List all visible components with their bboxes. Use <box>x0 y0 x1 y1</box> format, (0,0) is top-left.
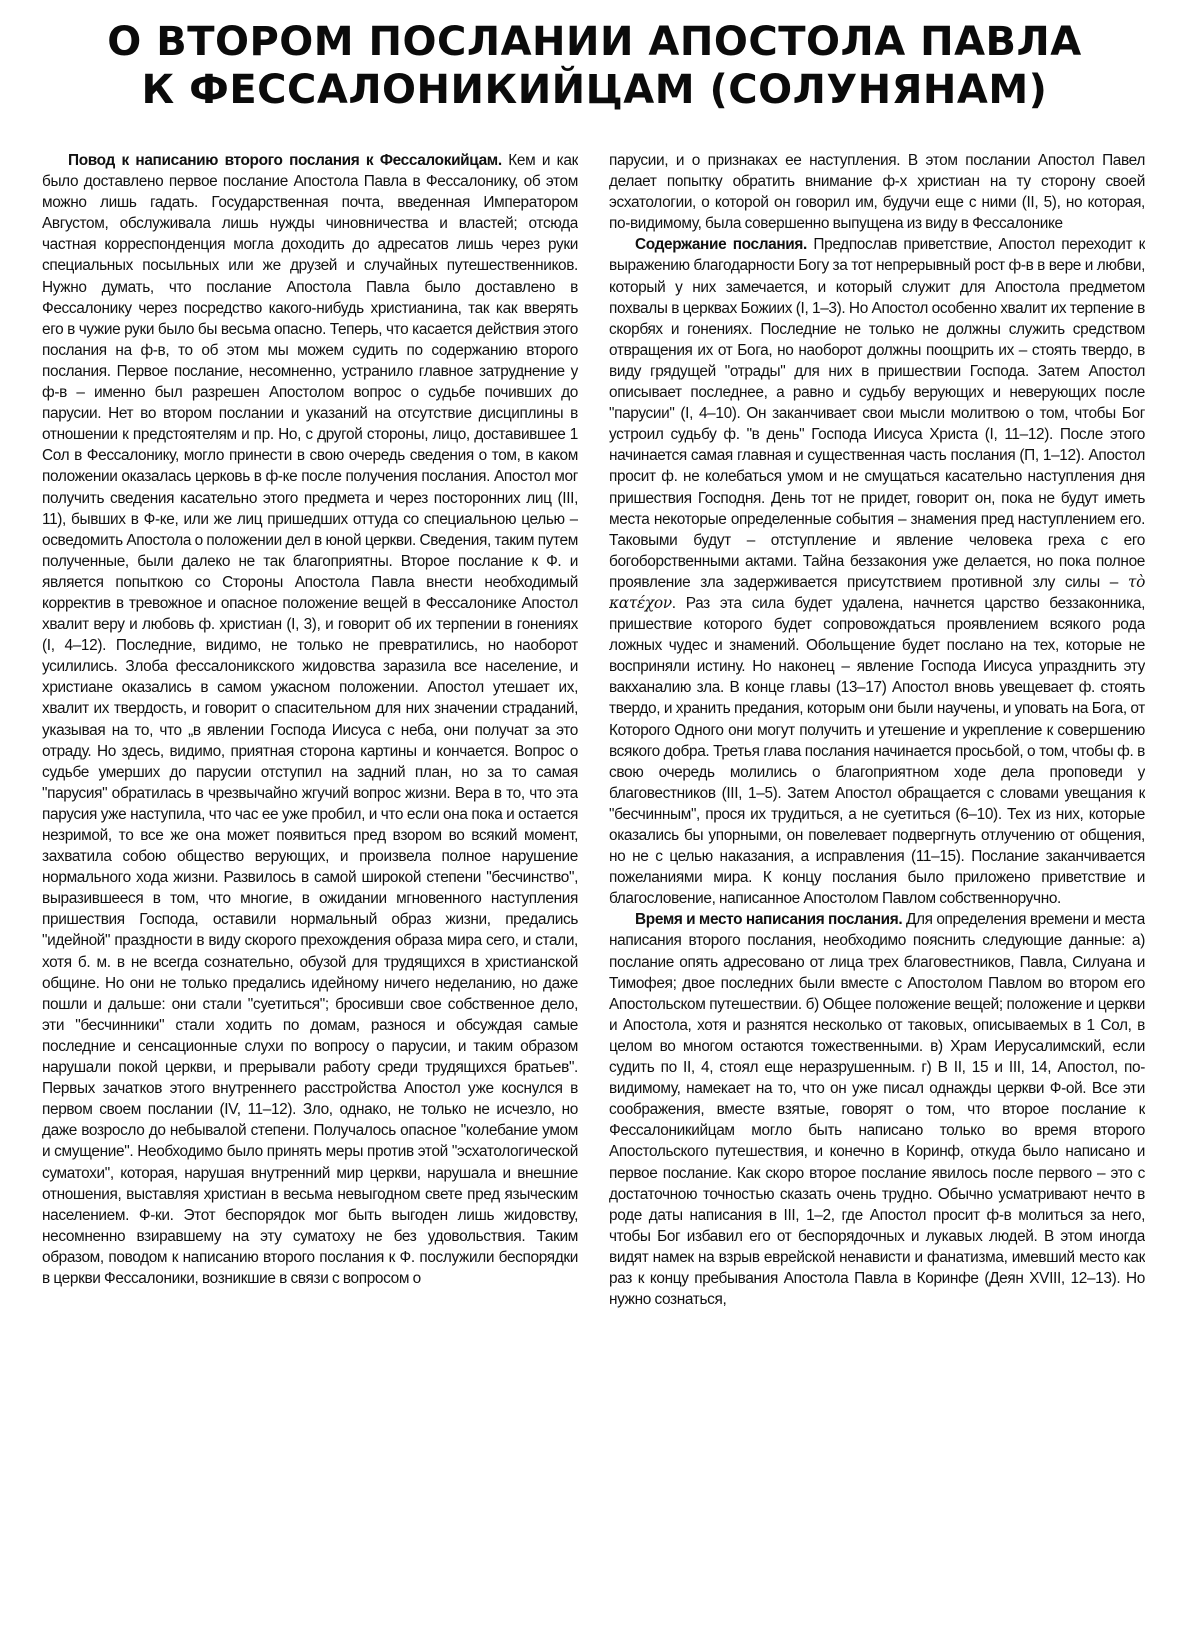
section-text-contents-b: . Раз эта сила будет удалена, начнется царство беззаконника, пришествие которого будет сопровождаться проявлением всякого рода ложных чудес и знамений. Обольщение будет послано на тех, которые не восприняли истину. Но наконец – явление Господа Иисуса упразднить эту вакханалию зла. В конце главы (13–17) Апостол вновь увещевает ф. стоять твердо, и хранить предания, которым они были научены, и уповать на Бога, от Которого Одного они могут получить и утешение и укрепление к совершению всякого добра. Третья глава послания начинается просьбой, о том, чтобы ф. в свою очередь молились о благоприятном ходе дела проповеди у благовестников (III, 1–5). Затем Апостол обращается с словами увещания к "бесчинным", прося их трудиться, а не суетиться (6–10). Тех из них, которые оказались бы упорными, он повелевает подвергнуть отлучению от общения, но не с целью наказания, а исправления (11–15). Послание заканчивается пожеланиями мира. К концу послания было приложено приветствие и благословение, написанное Апостолом Павлом собственноручно. <box>609 594 1145 908</box>
page-title <box>60 18 1129 114</box>
section-text-contents-a: Предпослав приветствие, Апостол переходит к выражению благодарности Богу за тот непрерывный рост ф-в в вере и любви, который у них замечается, и который служит для Апостола предметом похвалы в церквах Божиих (I, 1–3). Но Апостол особенно хвалит их терпение в скорбях и гонениях. Последние не только не должны служить средством отвращения их от Бога, но наоборот должны поощрить их – стоять твердо, в виду грядущей "отрады" для них в пришествии Господа. Затем Апостол описывает последнее, а равно и судьбу верующих и неверующих после "парусии" (I, 4–10). Он заканчивает свои мысли молитвою о том, чтобы Бог устроил судьбу ф. "в день" Господа Иисуса Христа (I, 11–12). После этого начинается самая главная и существенная часть послания (П, 1–12). Апостол просит ф. не колебаться умом и не смущаться касательно наступления дня пришествия Господня. День тот не придет, говорит он, пока не будут иметь места некоторые определенные события – знамения пред наступлением его. Таковыми будут – отступление и явление человека греха с его богоборственными актами. Тайна беззакония уже делается, но пока полное проявление зла задерживается присутствием противной злу силы – <box>609 236 1145 591</box>
paragraph-contents <box>609 234 1145 909</box>
page-title-line-2: К ФЕССАЛОНИКИЙЦАМ (СОЛУНЯНАМ) <box>141 67 1048 113</box>
section-heading-occasion: Повод к написанию второго послания к Фессалокийцам. <box>68 152 502 169</box>
paragraph-occasion <box>42 150 578 1289</box>
page-title-line-1: О ВТОРОМ ПОСЛАНИИ АПОСТОЛА ПАВЛА <box>107 19 1082 65</box>
paragraph-time-place <box>609 909 1145 1310</box>
paragraph-continuation: парусии, и о признаках ее наступления. В этом послании Апостол Павел делает попытку обратить внимание ф-х христиан на ту сторону своей эсхатологии, о которой он говорил им, будучи еще с ними (II, 5), но которая, по-видимому, была совершенно выпущена из виду в Фессалонике <box>609 152 1145 233</box>
greek-phrase: τὸ κατέχον <box>609 572 1145 612</box>
section-heading-contents: Содержание послания. <box>635 236 807 254</box>
right-column <box>609 150 1145 1490</box>
section-text-time-place: Для определения времени и места написания второго послания, необходимо пояснить следующие данные: а) послание опять адресовано от лица трех благовестников, Павла, Силуана и Тимофея; двое последних были вместе с Апостолом Павлом во втором его Апостольском путешествии. б) Общее положение вещей; положение и церкви и Апостола, хотя и разнятся несколько от таковых, описываемых в 1 Сол, в целом во многом остаются тожественными. в) Храм Иерусалимский, если судить по II, 4, стоял еще неразрушенным. г) В II, 15 и III, 14, Апостол, по-видимому, намекает на то, что он уже писал однажды церкви Ф-ой. Все эти соображения, вместе взятые, говорят о том, что второе послание к Фессалоникийцам могло быть написано только во время второго Апостольского путешествия, и конечно в Коринф, откуда было написано и первое послание. Как скоро второе послание явилось после первого – это с достаточною точностью сказать очень трудно. Обычно усматривают нечто в роде даты написания в III, 1–2, где Апостол просит ф-в молиться за него, чтобы Бог избавил его от беспорядочных и лукавых людей. В этом иногда видят намек на взрыв еврейской ненависти и фанатизма, имевший место как раз к концу пребывания Апостола Павла в Коринфе (Деян XVIII, 12–13). Но нужно сознаться, <box>609 911 1145 1309</box>
left-column <box>42 150 578 1490</box>
section-heading-time-place: Время и место написания послания. <box>635 911 903 929</box>
section-text-occasion: Кем и как было доставлено первое послание Апостола Павла в Фессалонику, об этом можно лишь гадать. Государственная почта, введенная Императором Августом, обслуживала лишь нужды чиновничества и властей; отсюда частная корреспонденция могла доходить до адресатов лишь через руки специальных посыльных или же друзей и случайных путешественников. Нужно думать, что послание Апостола Павла было доставлено в Фессалонику через посредство какого-нибудь христианина, так как вверять его в чужие руки было бы весьма опасно. Теперь, что касается действия этого послания на ф-в, то об этом мы можем судить по содержанию второго послания. Первое послание, несомненно, устранило главное затруднение у ф-в – именно был разрешен Апостолом вопрос о судьбе почивших до парусии. Нет во втором послании и указаний на отсутствие дисциплины в отношении к предстоятелям и пр. Но, с другой стороны, лицо, доставившее 1 Сол в Фессалонику, могло принести в свою очередь сведения о том, в каком положении оказалась церковь в ф-ке после получения послания. Апостол мог получить сведения касательно этого предмета и через посторонних лиц (III, 11), бывших в Ф-ке, или же лиц пришедших оттуда со специальною целью – осведомить Апостола о положении дел в юной церкви. Сведения, таким путем полученные, были далеко не так благоприятны. Второе послание к Ф. и является попыткою со Стороны Апостола Павла внести необходимый корректив в тревожное и опасное положение вещей в Фессалонике Апостол хвалит веру и любовь ф. христиан (I, 3), и говорит об их терпении в гонениях (I, 4–12). Последние, видимо, не только не превратились, но наоборот усилились. Злоба фессалоникского жидовства заразила все население, и христиане оказались в самом ужасном положении. Апостол утешает их, хвалит их твердость, и говорит о спасительном для них значении страданий, указывая на то, что „в явлении Господа Иисуса с неба, они получат за это отраду. Но здесь, видимо, приятная сторона картины и кончается. Вопрос о судьбе умерших до парусии отступил на задний план, но за то самая "парусия" обратилась в чрезвычайно жгучий вопрос жизни. Вера в то, что эта парусия уже наступила, что час ее уже пробил, и что если она пока и остается незримой, то все же она может появиться пред взором во всякий момент, захватила собою общество верующих, и произвела полное нарушение нормального хода жизни. Развилось в самой широкой степени "бесчинство", выразившееся в том, что многие, в ожидании мгновенного наступления пришествия Господа, оставили нормальный образ жизни, предались "идейной" праздности в виду скорого прехождения образа мира сего, и стали, хотя б. м. в не всегда сознательно, обузой для трудящихся в христианской общине. Но они не только предались идейному ничего неделанию, но даже пошли и дальше: они стали "суетиться"; бросивши свое собственное дело, эти "бесчинники" стали ходить по домам, разнося и обсуждая самые последние и сенсационные слухи по вопросу о парусии, и таким образом нарушали покой церкви, и прерывали работу среди трудящихся братьев". Первых зачатков этого внутреннего расстройства Апостол уже коснулся в первом своем послании (IV, 11–12). Зло, однако, не только не исчезло, но даже возросло до небывалой степени. Получалось опасное "колебание умом и смущение". Необходимо было принять меры против этой "эсхатологической суматохи", которая, нарушая внутренний мир церкви, нарушала и внешние отношения, выставляя христиан в весьма невыгодном свете пред языческим населением. Ф-ки. Этот беспорядок мог быть выгоден лишь жидовству, несомненно взиравшему на эту суматоху не без удовольствия. Таким образом, поводом к написанию второго послания к Ф. послужили беспорядки в церкви Фессалоники, возникшие в связи с вопросом о <box>42 152 578 1287</box>
